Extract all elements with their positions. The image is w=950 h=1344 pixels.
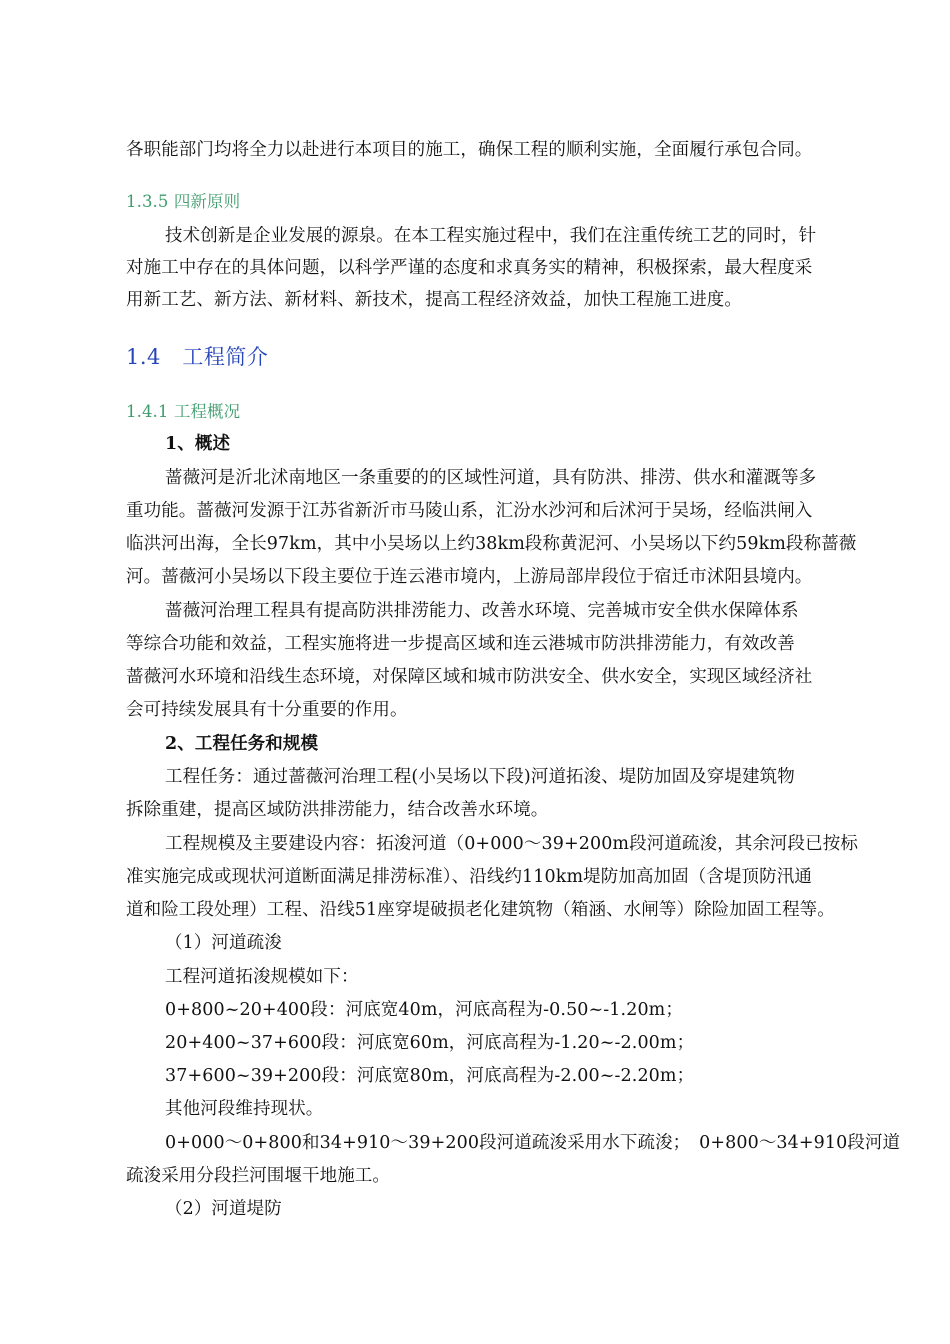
paragraph-line: 准实施完成或现状河道断面满足排涝标准）、沿线约110km堤防加高加固（含堤顶防汛通 — [126, 867, 812, 887]
paragraph-line: 工程规模及主要建设内容：拓浚河道（0+000～39+200m段河道疏浚，其余河段已按标 — [165, 834, 858, 854]
paragraph-line: 道和险工段处理）工程、沿线51座穿堤破损老化建筑物（箱涵、水闸等）除险加固工程等。 — [126, 900, 835, 920]
paragraph-line: 用新工艺、新方法、新材料、新技术，提高工程经济效益，加快工程施工进度。 — [126, 290, 742, 310]
paragraph-line: 工程任务：通过蔷薇河治理工程(小吴场以下段)河道拓浚、堤防加固及穿堤建筑物 — [165, 767, 795, 787]
paragraph-line: 重功能。蔷薇河发源于江苏省新沂市马陵山系，汇汾水沙河和后沭河于吴场，经临洪闸入 — [126, 501, 813, 521]
paragraph-line: 0+000～0+800和34+910～39+200段河道疏浚采用水下疏浚； 0+800～34+910段河道 — [165, 1133, 901, 1153]
spec-line: 20+400~37+600段：河底宽60m，河底高程为-1.20~-2.00m； — [165, 1033, 695, 1053]
paragraph-line: 对施工中存在的具体问题，以科学严谨的态度和求真务实的精神，积极探索，最大程度采 — [126, 258, 813, 278]
paragraph-line: 会可持续发展具有十分重要的作用。 — [126, 700, 408, 720]
paragraph-line: 各职能部门均将全力以赴进行本项目的施工，确保工程的顺利实施，全面履行承包合同。 — [126, 140, 813, 160]
paragraph-line: 蔷薇河水环境和沿线生态环境，对保障区域和城市防洪安全、供水安全，实现区域经济社 — [126, 667, 813, 687]
list-item-river-dredging: （1）河道疏浚 — [165, 933, 282, 953]
spec-line: 37+600~39+200段：河底宽80m，河底高程为-2.00~-2.20m； — [165, 1066, 695, 1086]
paragraph-line: 疏浚采用分段拦河围堰干地施工。 — [126, 1166, 390, 1186]
chapter-heading-1-4: 1.4 工程简介 — [126, 345, 269, 369]
spec-line: 0+800~20+400段：河底宽40m，河底高程为-0.50~-1.20m； — [165, 1000, 683, 1020]
subheading-tasks-scale: 2、工程任务和规模 — [165, 734, 319, 754]
section-heading-1-3-5: 1.3.5 四新原则 — [126, 192, 241, 211]
paragraph-line: 临洪河出海，全长97km，其中小吴场以上约38km段称黄泥河、小吴场以下约59km段称蔷薇 — [126, 534, 857, 554]
list-item-river-embankment: （2）河道堤防 — [165, 1199, 282, 1219]
paragraph-line: 等综合功能和效益，工程实施将进一步提高区域和连云港城市防洪排涝能力，有效改善 — [126, 634, 795, 654]
section-heading-1-4-1: 1.4.1 工程概况 — [126, 402, 241, 421]
paragraph-line: 拆除重建，提高区域防洪排涝能力，结合改善水环境。 — [126, 800, 549, 820]
paragraph-line: 工程河道拓浚规模如下： — [165, 967, 359, 987]
paragraph-line: 其他河段维持现状。 — [165, 1099, 324, 1119]
paragraph-line: 蔷薇河是沂北沭南地区一条重要的的区域性河道，具有防洪、排涝、供水和灌溉等多 — [165, 468, 817, 488]
paragraph-line: 河。蔷薇河小吴场以下段主要位于连云港市境内，上游局部岸段位于宿迁市沭阳县境内。 — [126, 567, 813, 587]
paragraph-line: 蔷薇河治理工程具有提高防洪排涝能力、改善水环境、完善城市安全供水保障体系 — [165, 601, 799, 621]
subheading-overview: 1、概述 — [165, 434, 231, 454]
paragraph-line: 技术创新是企业发展的源泉。在本工程实施过程中，我们在注重传统工艺的同时，针 — [165, 226, 817, 246]
